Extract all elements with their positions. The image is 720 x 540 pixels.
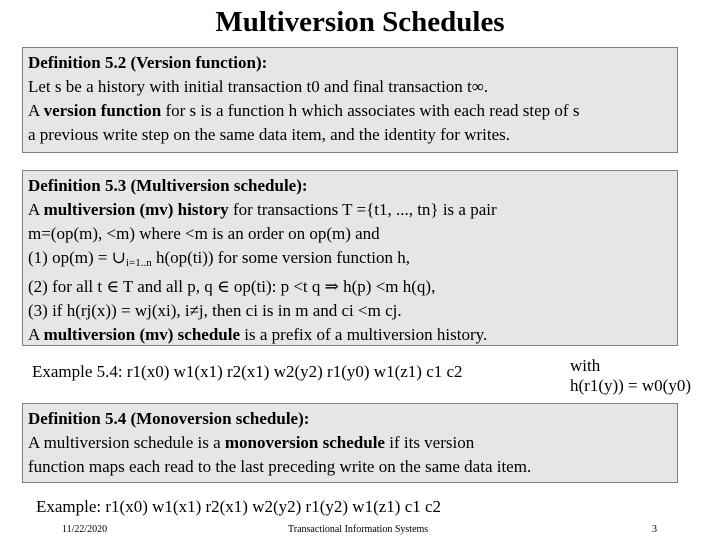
subscript: i=1..n bbox=[125, 257, 152, 269]
text-run: A bbox=[28, 325, 44, 344]
text-run: A multiversion schedule is a bbox=[28, 433, 225, 452]
text-run: A bbox=[28, 101, 44, 120]
definition-line: (3) if h(rj(x)) = wj(xi), i≠j, then ci is in m and ci <m cj. bbox=[28, 301, 402, 320]
bold-term: multiversion (mv) schedule bbox=[43, 325, 241, 344]
example-5-4-with bbox=[570, 356, 691, 396]
text-run: if its version bbox=[384, 433, 475, 452]
definition-line bbox=[28, 323, 672, 347]
definition-line: m=(op(m), <m) where <m is an order on op(m) and bbox=[28, 224, 380, 243]
page-number: 3 bbox=[652, 524, 657, 535]
text-run: h(op(ti)) for some version function h, bbox=[151, 248, 410, 267]
definition-line: Let s be a history with initial transaction t0 and final transaction t∞. bbox=[28, 77, 489, 96]
text-run: is a prefix of a multiversion history. bbox=[240, 325, 488, 344]
text-run: A bbox=[28, 200, 44, 219]
example-monoversion: Example: r1(x0) w1(x1) r2(x1) w2(y2) r1(y2) w1(z1) c1 c2 bbox=[36, 497, 442, 516]
text-run: (1) op(m) = ∪ bbox=[28, 248, 126, 267]
definition-5-2-box bbox=[22, 47, 678, 153]
example-5-4: Example 5.4: r1(x0) w1(x1) r2(x1) w2(y2) r1(y0) w1(z1) c1 c2 bbox=[32, 362, 463, 381]
definition-line: a previous write step on the same data item, and the identity for writes. bbox=[28, 125, 511, 144]
definition-line bbox=[28, 246, 672, 275]
bold-term: monoversion schedule bbox=[224, 433, 385, 452]
definition-line bbox=[28, 431, 672, 455]
bold-term: multiversion (mv) history bbox=[43, 200, 229, 219]
definition-heading: Definition 5.3 (Multiversion schedule): bbox=[28, 176, 308, 195]
text-run: for s is a function h which associates with each read step of s bbox=[161, 101, 580, 120]
with-label: with bbox=[570, 356, 601, 375]
definition-line: function maps each read to the last preceding write on the same data item. bbox=[28, 457, 532, 476]
definition-5-4-box bbox=[22, 403, 678, 483]
footer-title: Transactional Information Systems bbox=[288, 524, 429, 535]
footer-date: 11/22/2020 bbox=[62, 524, 108, 535]
definition-heading: Definition 5.4 (Monoversion schedule): bbox=[28, 409, 310, 428]
with-expression: h(r1(y)) = w0(y0) bbox=[570, 376, 691, 395]
definition-line bbox=[28, 198, 672, 222]
definition-line bbox=[28, 99, 672, 123]
text-run: for transactions T ={t1, ..., tn} is a pair bbox=[228, 200, 497, 219]
bold-term: version function bbox=[43, 101, 162, 120]
slide-title: Multiversion Schedules bbox=[215, 6, 505, 38]
definition-line: (2) for all t ∈ T and all p, q ∈ op(ti): p <t q ⇒ h(p) <m h(q), bbox=[28, 277, 436, 296]
definition-5-3-box bbox=[22, 170, 678, 346]
definition-heading: Definition 5.2 (Version function): bbox=[28, 53, 268, 72]
